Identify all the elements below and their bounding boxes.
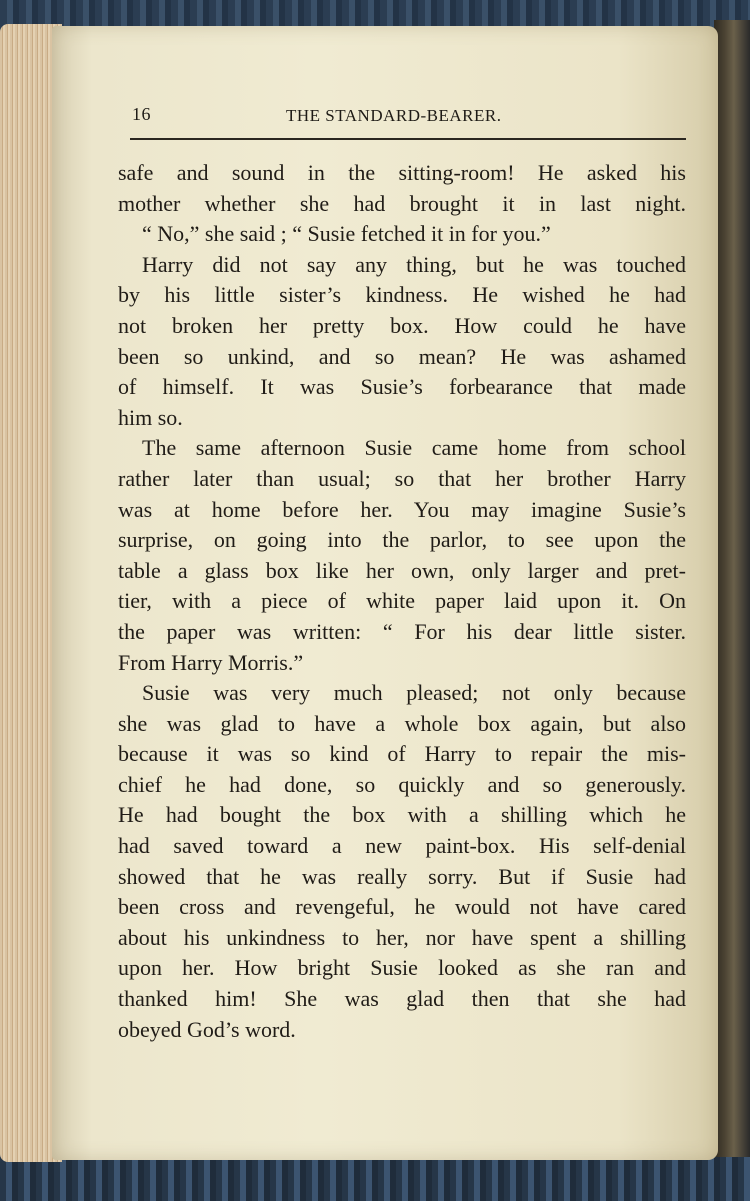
text-line: mother whether she had brought it in last night.	[118, 190, 686, 216]
text-line: He had bought the box with a shilling which he	[118, 802, 686, 828]
text-line: him so.	[118, 404, 183, 430]
text-line: been so unkind, and so mean? He was ashamed	[118, 343, 686, 369]
text-line: upon her. How bright Susie looked as she ran and	[118, 955, 686, 981]
text-line: been cross and revengeful, he would not have cared	[118, 894, 686, 920]
text-line: From Harry Morris.”	[118, 649, 304, 675]
running-head	[132, 104, 682, 134]
text-line: thanked him! She was glad then that she had	[118, 986, 686, 1012]
text-line: safe and sound in the sitting-room! He asked his	[118, 160, 686, 185]
text-line: obeyed God’s word.	[118, 1016, 296, 1042]
text-line: showed that he was really sorry. But if Susie had	[118, 863, 686, 889]
text-line: rather later than usual; so that her brother Harry	[118, 465, 686, 491]
text-line: chief he had done, so quickly and so generously.	[118, 771, 686, 797]
text-line: about his unkindness to her, nor have spent a shilling	[118, 924, 686, 950]
running-title: THE STANDARD-BEARER.	[286, 106, 502, 125]
text-line: tier, with a piece of white paper laid upon it. On	[118, 588, 686, 614]
text-line: the paper was written: “ For his dear little sister.	[118, 618, 686, 644]
text-line: was at home before her. You may imagine Susie’s	[118, 496, 686, 522]
text-line: had saved toward a new paint-box. His self-denial	[118, 833, 686, 859]
header-rule	[130, 138, 686, 140]
text-line: The same afternoon Susie came home from school	[142, 435, 686, 461]
text-line: not broken her pretty box. How could he have	[118, 312, 686, 338]
body-text	[118, 158, 686, 1045]
page-number: 16	[132, 104, 151, 124]
text-line: of himself. It was Susie’s forbearance that made	[118, 374, 686, 400]
book-cover-bottom	[0, 1157, 750, 1201]
text-line: by his little sister’s kindness. He wished he had	[118, 282, 686, 308]
text-line: Susie was very much pleased; not only because	[142, 680, 686, 706]
book-spine-edge	[714, 20, 750, 1170]
text-line: “ No,” she said ; “ Susie fetched it in for you.”	[142, 221, 551, 247]
text-line: table a glass box like her own, only larger and pret-	[118, 557, 686, 583]
text-line: surprise, on going into the parlor, to see upon the	[118, 527, 686, 553]
text-line: because it was so kind of Harry to repair the mis-	[118, 741, 686, 767]
text-line: she was glad to have a whole box again, but also	[118, 710, 686, 736]
text-line: Harry did not say any thing, but he was touched	[142, 251, 686, 277]
